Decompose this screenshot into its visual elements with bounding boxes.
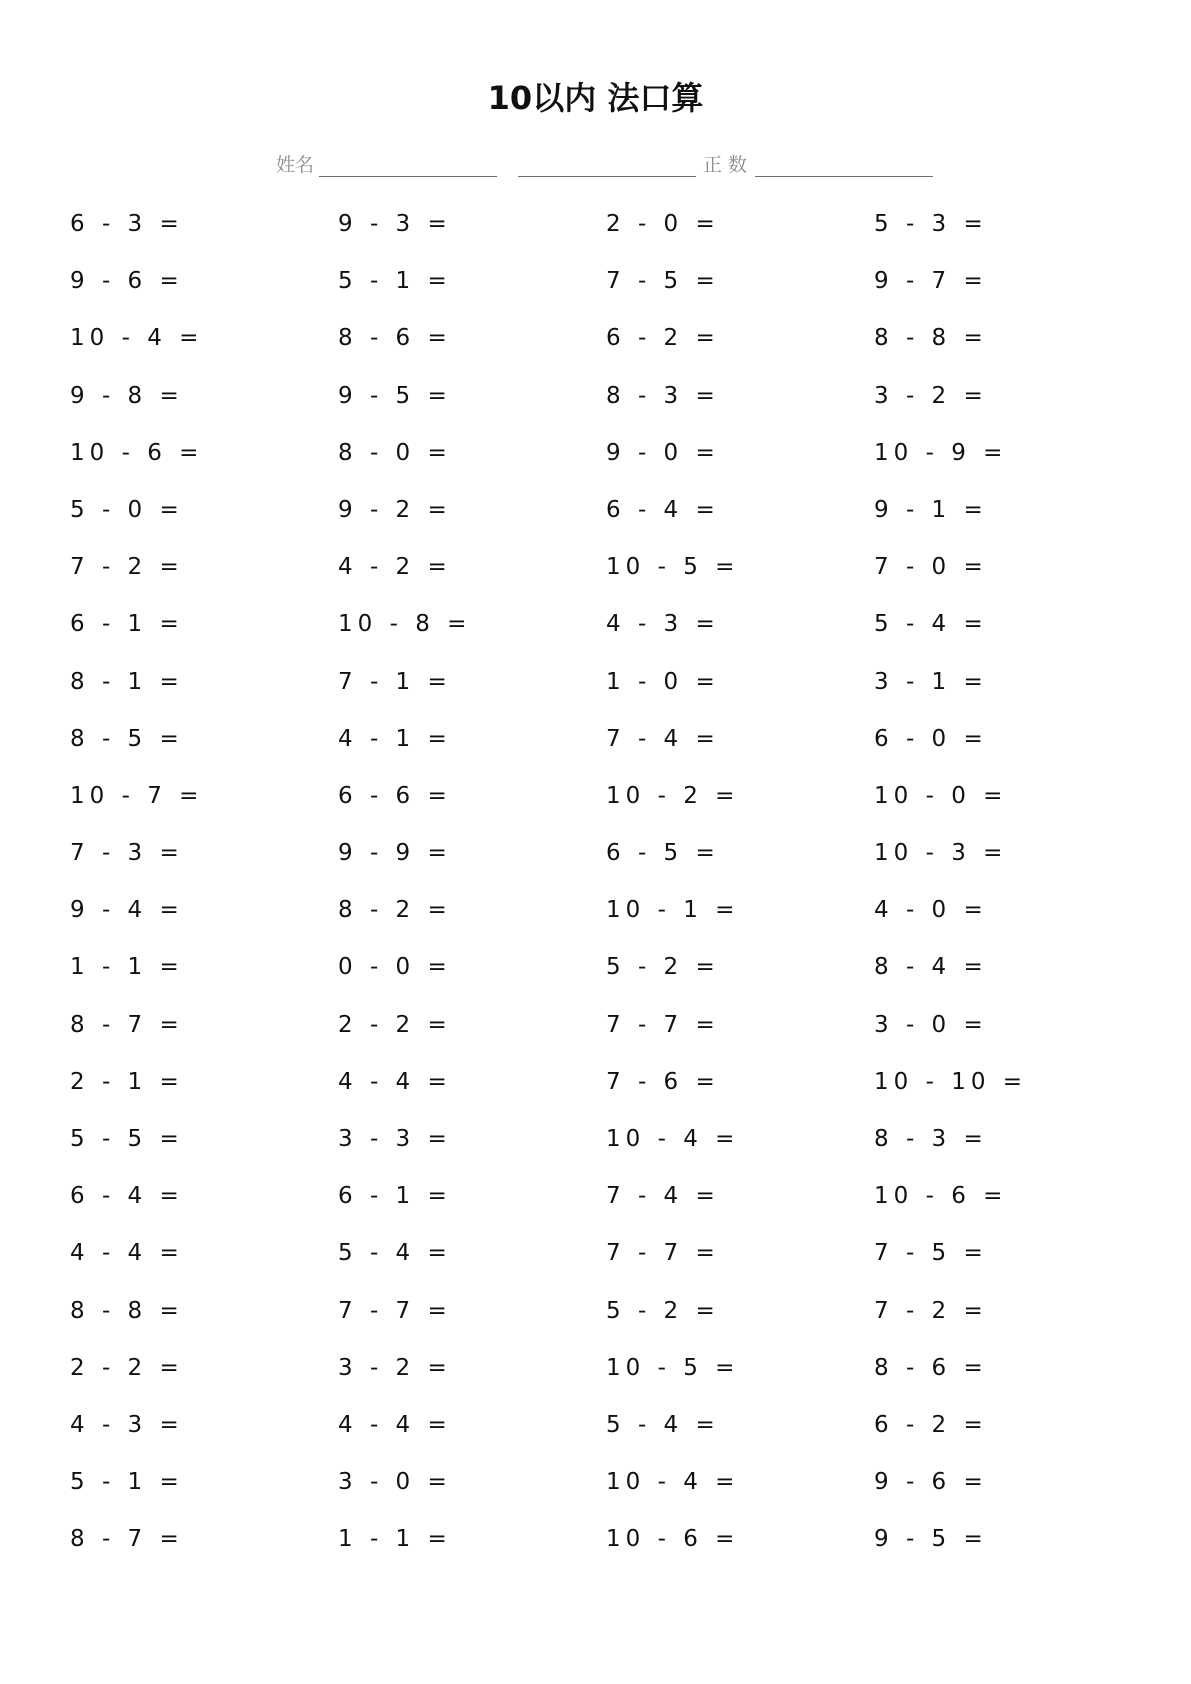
problem-item: 2 - 1 = <box>70 1068 184 1095</box>
page-title: 10以内 法口算 <box>487 79 704 117</box>
problem-item: 10 - 6 = <box>70 439 204 466</box>
problem-item: 7 - 7 = <box>338 1297 452 1324</box>
problem-item: 1 - 1 = <box>70 954 184 981</box>
problem-item: 5 - 4 = <box>874 611 988 638</box>
problem-item: 8 - 6 = <box>874 1354 988 1381</box>
problem-item: 10 - 1 = <box>606 897 740 924</box>
problem-item: 10 - 6 = <box>874 1183 1008 1210</box>
problem-item: 5 - 1 = <box>70 1469 184 1496</box>
problem-item: 4 - 1 = <box>338 725 452 752</box>
problem-item: 5 - 3 = <box>874 211 988 237</box>
problem-item: 10 - 3 = <box>874 840 1008 867</box>
problem-item: 6 - 5 = <box>606 840 720 867</box>
problem-item: 4 - 3 = <box>606 611 720 638</box>
problem-item: 9 - 9 = <box>338 840 452 867</box>
problem-item: 5 - 2 = <box>606 1297 720 1324</box>
problem-item: 4 - 3 = <box>70 1411 184 1438</box>
problem-item: 2 - 0 = <box>606 211 720 237</box>
problem-item: 8 - 8 = <box>70 1297 184 1324</box>
problem-item: 9 - 0 = <box>606 439 720 466</box>
problem-item: 8 - 0 = <box>338 439 452 466</box>
problem-item: 4 - 0 = <box>874 897 988 924</box>
class-blank-line[interactable] <box>518 176 696 177</box>
problem-item: 5 - 4 = <box>606 1411 720 1438</box>
problem-item: 10 - 2 = <box>606 782 740 809</box>
problem-item: 7 - 2 = <box>874 1297 988 1324</box>
info-row <box>0 150 1191 180</box>
problem-item: 7 - 1 = <box>338 668 452 695</box>
problem-item: 9 - 1 = <box>874 496 988 523</box>
score-label: 正 数 <box>703 154 748 176</box>
problem-item: 10 - 8 = <box>338 611 472 638</box>
problem-item: 10 - 4 = <box>70 325 204 352</box>
problem-item: 3 - 1 = <box>874 668 988 695</box>
problem-item: 3 - 3 = <box>338 1126 452 1152</box>
problem-item: 6 - 6 = <box>338 782 452 809</box>
problem-item: 9 - 2 = <box>338 496 452 523</box>
problem-item: 4 - 4 = <box>338 1411 452 1438</box>
name-blank-line[interactable] <box>319 176 497 177</box>
problem-item: 6 - 2 = <box>874 1411 988 1438</box>
problem-item: 1 - 0 = <box>606 668 720 695</box>
problem-item: 2 - 2 = <box>70 1354 184 1381</box>
problem-item: 9 - 5 = <box>338 382 452 409</box>
problem-item: 10 - 7 = <box>70 782 204 809</box>
problem-item: 7 - 3 = <box>70 840 184 867</box>
problem-item: 7 - 2 = <box>70 554 184 581</box>
problem-item: 6 - 1 = <box>338 1183 452 1210</box>
problem-item: 5 - 0 = <box>70 496 184 523</box>
problem-item: 4 - 4 = <box>338 1068 452 1095</box>
problem-item: 9 - 4 = <box>70 897 184 924</box>
problem-item: 9 - 7 = <box>874 268 988 295</box>
problem-item: 9 - 5 = <box>874 1526 988 1553</box>
problem-item: 4 - 4 = <box>70 1240 184 1267</box>
problem-item: 5 - 2 = <box>606 954 720 981</box>
problem-item: 7 - 7 = <box>606 1011 720 1038</box>
problem-item: 7 - 4 = <box>606 1183 720 1210</box>
problem-grid <box>70 209 1130 1582</box>
problem-item: 8 - 8 = <box>874 325 988 352</box>
problem-item: 7 - 0 = <box>874 554 988 581</box>
problem-item: 10 - 4 = <box>606 1126 740 1152</box>
problem-item: 10 - 0 = <box>874 782 1008 809</box>
problem-item: 7 - 7 = <box>606 1240 720 1267</box>
problem-item: 10 - 5 = <box>606 554 740 581</box>
problem-item: 3 - 2 = <box>874 382 988 409</box>
problem-item: 10 - 4 = <box>606 1469 740 1496</box>
problem-item: 8 - 6 = <box>338 325 452 352</box>
problem-item: 9 - 3 = <box>338 211 452 237</box>
problem-item: 10 - 9 = <box>874 439 1008 466</box>
problem-item: 7 - 4 = <box>606 725 720 752</box>
problem-item: 5 - 1 = <box>338 268 452 295</box>
problem-item: 6 - 0 = <box>874 725 988 752</box>
problem-item: 1 - 1 = <box>338 1526 452 1553</box>
problem-item: 8 - 7 = <box>70 1526 184 1553</box>
problem-item: 4 - 2 = <box>338 554 452 581</box>
problem-item: 8 - 2 = <box>338 897 452 924</box>
problem-item: 10 - 10 = <box>874 1068 1028 1095</box>
problem-item: 8 - 3 = <box>874 1126 988 1152</box>
name-label: 姓名 <box>276 154 315 176</box>
problem-item: 8 - 4 = <box>874 954 988 981</box>
problem-item: 6 - 4 = <box>70 1183 184 1210</box>
problem-item: 2 - 2 = <box>338 1011 452 1038</box>
score-blank-line[interactable] <box>755 176 933 177</box>
problem-item: 6 - 4 = <box>606 496 720 523</box>
problem-item: 6 - 3 = <box>70 211 184 237</box>
problem-item: 7 - 5 = <box>874 1240 988 1267</box>
problem-item: 6 - 2 = <box>606 325 720 352</box>
problem-item: 10 - 5 = <box>606 1354 740 1381</box>
problem-item: 8 - 5 = <box>70 725 184 752</box>
problem-item: 8 - 3 = <box>606 382 720 409</box>
problem-item: 8 - 1 = <box>70 668 184 695</box>
problem-item: 3 - 0 = <box>338 1469 452 1496</box>
problem-item: 3 - 0 = <box>874 1011 988 1038</box>
problem-item: 5 - 5 = <box>70 1126 184 1152</box>
problem-item: 8 - 7 = <box>70 1011 184 1038</box>
problem-item: 7 - 5 = <box>606 268 720 295</box>
problem-item: 9 - 6 = <box>70 268 184 295</box>
problem-item: 5 - 4 = <box>338 1240 452 1267</box>
problem-item: 3 - 2 = <box>338 1354 452 1381</box>
problem-item: 7 - 6 = <box>606 1068 720 1095</box>
problem-item: 9 - 8 = <box>70 382 184 409</box>
problem-item: 0 - 0 = <box>338 954 452 981</box>
problem-item: 10 - 6 = <box>606 1526 740 1553</box>
problem-item: 6 - 1 = <box>70 611 184 638</box>
problem-item: 9 - 6 = <box>874 1469 988 1496</box>
